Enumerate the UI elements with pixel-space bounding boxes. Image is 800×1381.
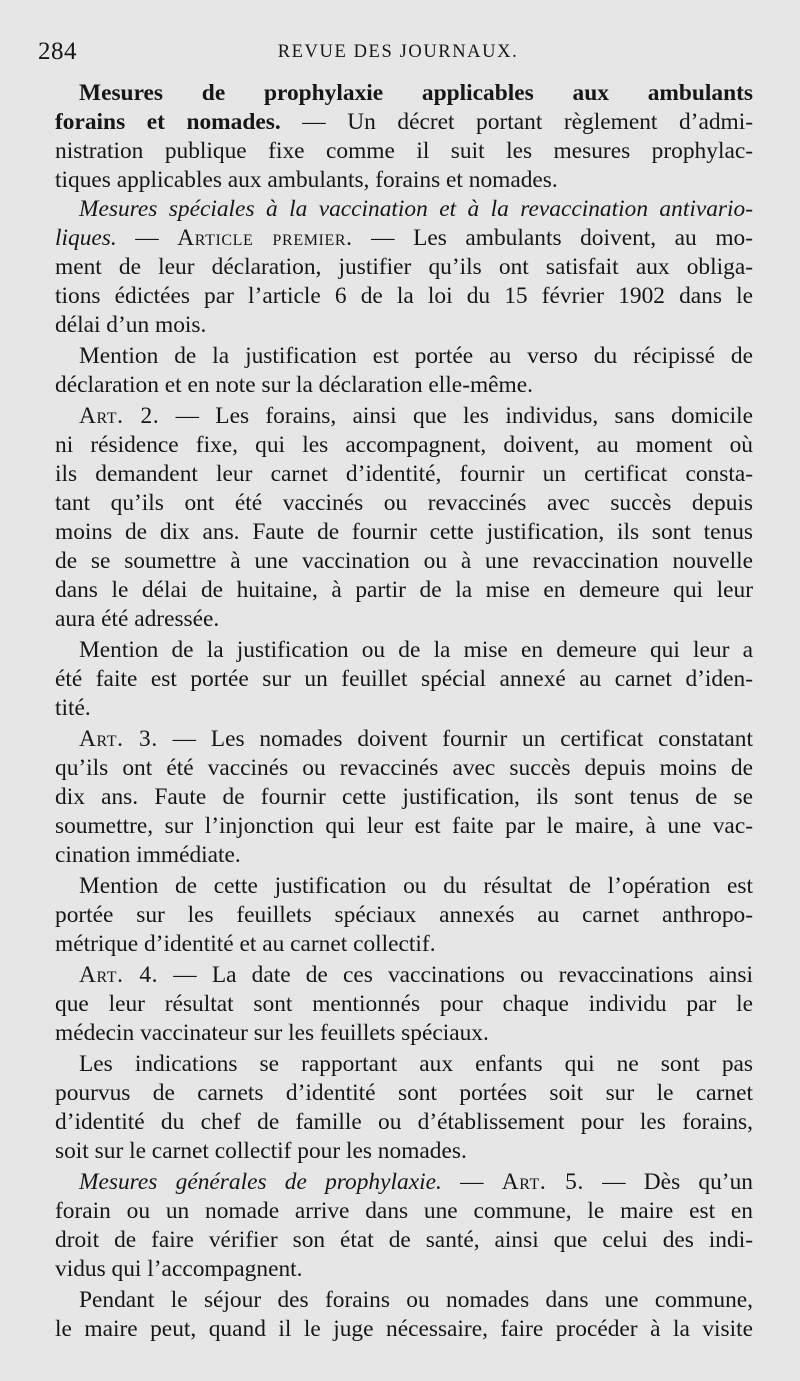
text-line: ni résidence fixe, qui les accompagnent, doivent, au moment où — [55, 432, 753, 458]
article-label: Art. 2. — [79, 403, 160, 429]
text-line: Art. 2. — Les forains, ainsi que les individus, sans domicile — [79, 403, 753, 429]
article-label: Art. 5. — [501, 1169, 584, 1195]
text-line: délai d’un mois. — [55, 312, 207, 338]
text-line: tiques applicables aux ambulants, forains et nomades. — [55, 167, 558, 193]
text-line: Les indications se rapportant aux enfants qui ne sont pas — [79, 1051, 753, 1077]
page-number: 284 — [38, 38, 77, 65]
text-line: portée sur les feuillets spéciaux annexés au carnet anthropo- — [55, 902, 753, 928]
text-line: vidus qui l’accompagnent. — [55, 1256, 303, 1282]
section-title: Mesures de prophylaxie applicables aux ambulants — [79, 80, 753, 106]
text-line: droit de faire vérifier son état de santé, ainsi que celui des indi- — [55, 1227, 753, 1253]
text-line: liques. — Article premier. — Les ambulants doivent, au mo- — [55, 225, 753, 251]
text-line: Mention de la justification ou de la mise en demeure qui leur a — [79, 637, 753, 663]
text-line: Mention de cette justification ou du résultat de l’opération est — [79, 873, 753, 899]
text-line: forains et nomades. — Un décret portant règlement d’admi- — [55, 109, 753, 135]
text-line: ils demandent leur carnet d’identité, fournir un certificat consta- — [55, 461, 753, 487]
text-line: tions édictées par l’article 6 de la loi du 15 février 1902 dans le — [55, 283, 753, 309]
text-line: tant qu’ils ont été vaccinés ou revaccinés avec succès depuis — [55, 490, 753, 516]
subsection-title: Mesures générales de prophylaxie. — [79, 1169, 442, 1195]
subsection-title-continued: liques. — [55, 225, 117, 251]
text-line: Pendant le séjour des forains ou nomades dans une commune, — [79, 1287, 753, 1313]
text-line: ment de leur déclaration, justifier qu’ils ont satisfait aux obliga- — [55, 254, 753, 280]
text-line: Mesures générales de prophylaxie. — Art. 5. — Dès qu’un — [79, 1169, 753, 1195]
text-line: Mention de la justification est portée au verso du récipissé de — [79, 343, 753, 369]
section-title-continued: forains et nomades. — [55, 109, 281, 135]
text-line: de se soumettre à une vaccination ou à une revaccination nouvelle — [55, 548, 753, 574]
text-line: le maire peut, quand il le juge nécessaire, faire procéder à la visite — [55, 1316, 753, 1342]
text-line: Art. 4. — La date de ces vaccinations ou revaccinations ainsi — [79, 962, 753, 988]
text-line: forain ou un nomade arrive dans une commune, le maire est en — [55, 1198, 753, 1224]
text-line: Art. 3. — Les nomades doivent fournir un certificat constatant — [79, 726, 753, 752]
text-line: été faite est portée sur un feuillet spécial annexé au carnet d’iden- — [55, 666, 753, 692]
text-line: soumettre, sur l’injonction qui leur est faite par le maire, à une vac- — [55, 813, 753, 839]
text-line: qu’ils ont été vaccinés ou revaccinés avec succès depuis moins de — [55, 755, 753, 781]
article-label: Art. 4. — [79, 962, 159, 988]
text-line: que leur résultat sont mentionnés pour chaque individu par le — [55, 991, 753, 1017]
text-line: pourvus de carnets d’identité sont portées soit sur le carnet — [55, 1080, 753, 1106]
text-line: soit sur le carnet collectif pour les nomades. — [55, 1138, 467, 1164]
article-label: Article premier. — [177, 225, 353, 251]
text-line: d’identité du chef de famille ou d’établissement pour les forains, — [55, 1109, 753, 1135]
subsection-title: Mesures spéciales à la vaccination et à la revaccination antivario- — [79, 196, 753, 222]
running-title: REVUE DES JOURNAUX. — [277, 42, 519, 62]
text-line: moins de dix ans. Faute de fournir cette justification, ils sont tenus — [55, 519, 753, 545]
text-line: médecin vaccinateur sur les feuillets spéciaux. — [55, 1020, 489, 1046]
text-line: aura été adressée. — [55, 606, 220, 632]
text-line: métrique d’identité et au carnet collectif. — [55, 931, 436, 957]
text-line: dix ans. Faute de fournir cette justification, ils sont tenus de se — [55, 784, 753, 810]
text-line: dans le délai de huitaine, à partir de la mise en demeure qui leur — [55, 577, 753, 603]
page-header — [38, 38, 758, 68]
article-label: Art. 3. — [79, 726, 158, 752]
text-line: cination immédiate. — [55, 842, 241, 868]
text-line: déclaration et en note sur la déclaration elle-même. — [55, 372, 533, 398]
text-line: nistration publique fixe comme il suit les mesures prophylac- — [55, 138, 753, 164]
text-line: tité. — [55, 695, 91, 721]
